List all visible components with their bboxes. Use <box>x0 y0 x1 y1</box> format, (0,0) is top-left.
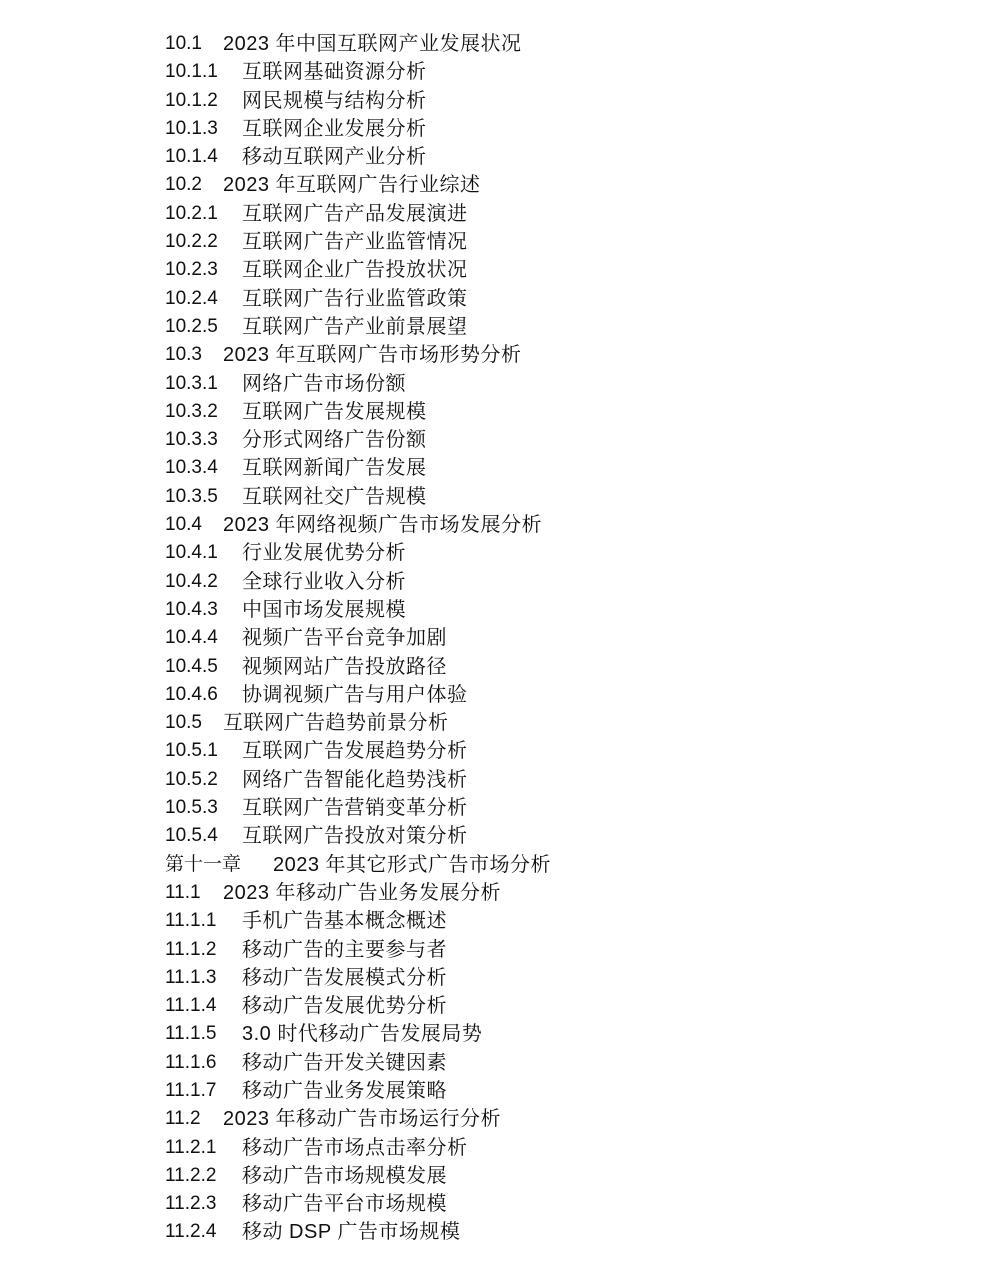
toc-entry-number: 10.5 <box>165 712 202 734</box>
toc-entry-number: 11.1.6 <box>165 1051 217 1073</box>
toc-entry-subsection <box>165 285 965 313</box>
toc-entry-section <box>165 709 965 737</box>
toc-entry-subsection <box>165 1077 965 1105</box>
toc-entry-subsection <box>165 58 965 86</box>
toc-entry-number: 10.3 <box>165 344 202 366</box>
toc-entry-subsection <box>165 822 965 850</box>
toc-entry-subsection <box>165 964 965 992</box>
toc-entry-title: 网络广告智能化趋势浅析 <box>242 768 468 791</box>
toc-entry-title: 互联网新闻广告发展 <box>242 457 427 480</box>
toc-entry-subsection <box>165 1190 965 1218</box>
toc-entry-subsection <box>165 143 965 171</box>
toc-entry-subsection <box>165 794 965 822</box>
toc-entry-subsection <box>165 1049 965 1077</box>
toc-entry-title: 移动广告市场点击率分析 <box>242 1136 468 1159</box>
toc-entry-subsection <box>165 766 965 794</box>
toc-entry-number: 11.1.2 <box>165 938 217 960</box>
toc-entry-title: 互联网广告投放对策分析 <box>242 825 468 848</box>
toc-entry-chapter <box>165 851 965 879</box>
toc-entry-subsection <box>165 596 965 624</box>
toc-entry-title: 移动广告发展优势分析 <box>242 995 447 1018</box>
toc-entry-number: 11.1.7 <box>165 1079 217 1101</box>
toc-entry-title: 互联网广告发展趋势分析 <box>242 740 468 763</box>
toc-entry-title: 2023 年其它形式广告市场分析 <box>273 853 552 876</box>
toc-entry-subsection <box>165 681 965 709</box>
toc-entry-title: 3.0 时代移动广告发展局势 <box>242 1023 483 1046</box>
toc-entry-number: 10.4.6 <box>165 683 218 705</box>
toc-entry-subsection <box>165 737 965 765</box>
toc-entry-subsection <box>165 907 965 935</box>
toc-entry-section <box>165 30 965 58</box>
toc-entry-title: 全球行业收入分析 <box>242 570 406 593</box>
toc-entry-section <box>165 879 965 907</box>
toc-entry-title: 互联网基础资源分析 <box>242 61 427 84</box>
toc-entry-title: 移动互联网产业分析 <box>242 146 427 169</box>
toc-entry-subsection <box>165 228 965 256</box>
toc-entry-number: 11.1 <box>165 881 201 903</box>
toc-entry-title: 互联网广告产业前景展望 <box>242 315 468 338</box>
toc-entry-title: 移动广告发展模式分析 <box>242 966 447 989</box>
toc-entry-number: 第十一章 <box>165 853 242 875</box>
toc-entry-number: 11.2 <box>165 1108 201 1130</box>
toc-entry-number: 10.5.3 <box>165 797 218 819</box>
toc-entry-title: 行业发展优势分析 <box>242 542 406 565</box>
toc-entry-title: 分形式网络广告份额 <box>242 429 427 452</box>
toc-entry-title: 移动广告的主要参与者 <box>242 938 447 961</box>
toc-entry-number: 10.4.4 <box>165 627 218 649</box>
toc-entry-title: 网络广告市场份额 <box>242 372 406 395</box>
toc-entry-number: 10.4.1 <box>165 542 218 564</box>
toc-entry-subsection <box>165 936 965 964</box>
toc-entry-subsection <box>165 1162 965 1190</box>
toc-entry-title: 互联网广告行业监管政策 <box>242 287 468 310</box>
toc-entry-number: 10.3.2 <box>165 400 218 422</box>
toc-entry-section <box>165 511 965 539</box>
toc-entry-number: 11.2.3 <box>165 1193 217 1215</box>
toc-entry-title: 2023 年互联网广告市场形势分析 <box>223 344 522 367</box>
toc-entry-number: 11.1.1 <box>165 910 217 932</box>
toc-entry-title: 2023 年移动广告业务发展分析 <box>223 881 502 904</box>
toc-entry-subsection <box>165 568 965 596</box>
toc-entry-number: 10.1.2 <box>165 89 218 111</box>
toc-entry-number: 11.1.3 <box>165 966 217 988</box>
toc-entry-subsection <box>165 653 965 681</box>
toc-entry-number: 10.4.5 <box>165 655 218 677</box>
toc-entry-subsection <box>165 1218 965 1246</box>
table-of-contents <box>165 30 965 1247</box>
toc-entry-subsection <box>165 624 965 652</box>
toc-entry-number: 11.1.5 <box>165 1023 217 1045</box>
toc-entry-number: 10.5.1 <box>165 740 218 762</box>
toc-entry-subsection <box>165 115 965 143</box>
toc-entry-number: 11.2.1 <box>165 1136 217 1158</box>
toc-entry-subsection <box>165 256 965 284</box>
toc-entry-title: 视频广告平台竞争加剧 <box>242 627 447 650</box>
toc-entry-subsection <box>165 992 965 1020</box>
toc-entry-number: 10.4 <box>165 514 202 536</box>
toc-entry-number: 10.2.2 <box>165 231 218 253</box>
toc-entry-subsection <box>165 483 965 511</box>
toc-entry-title: 互联网广告产业监管情况 <box>242 231 468 254</box>
toc-entry-title: 中国市场发展规模 <box>242 598 406 621</box>
toc-entry-subsection <box>165 398 965 426</box>
toc-entry-number: 10.1.3 <box>165 117 218 139</box>
toc-entry-title: 互联网社交广告规模 <box>242 485 427 508</box>
toc-entry-title: 2023 年中国互联网产业发展状况 <box>223 33 522 55</box>
toc-entry-title: 视频网站广告投放路径 <box>242 655 447 678</box>
toc-entry-title: 移动广告业务发展策略 <box>242 1079 447 1102</box>
toc-entry-title: 互联网广告营销变革分析 <box>242 797 468 820</box>
toc-entry-title: 互联网企业发展分析 <box>242 117 427 140</box>
toc-entry-title: 协调视频广告与用户体验 <box>242 683 468 706</box>
toc-entry-number: 10.2.4 <box>165 287 218 309</box>
toc-entry-title: 2023 年网络视频广告市场发展分析 <box>223 514 543 537</box>
toc-entry-number: 11.2.4 <box>165 1221 217 1243</box>
toc-entry-number: 10.1 <box>165 33 202 54</box>
toc-entry-title: 手机广告基本概念概述 <box>242 910 447 933</box>
toc-entry-number: 11.1.4 <box>165 995 217 1017</box>
toc-entry-number: 10.3.5 <box>165 485 218 507</box>
toc-entry-number: 10.5.2 <box>165 768 218 790</box>
toc-entry-subsection <box>165 200 965 228</box>
toc-entry-subsection <box>165 313 965 341</box>
toc-entry-number: 10.3.1 <box>165 372 218 394</box>
toc-entry-number: 10.1.4 <box>165 146 218 168</box>
toc-entry-number: 10.3.3 <box>165 429 218 451</box>
toc-entry-subsection <box>165 87 965 115</box>
toc-entry-title: 互联网广告发展规模 <box>242 400 427 423</box>
toc-entry-number: 10.2.3 <box>165 259 218 281</box>
toc-entry-subsection <box>165 1134 965 1162</box>
toc-entry-section <box>165 341 965 369</box>
toc-entry-subsection <box>165 370 965 398</box>
toc-entry-section <box>165 1105 965 1133</box>
toc-entry-number: 10.4.2 <box>165 570 218 592</box>
toc-entry-number: 11.2.2 <box>165 1164 217 1186</box>
toc-entry-number: 10.2 <box>165 174 202 196</box>
toc-entry-title: 网民规模与结构分析 <box>242 89 427 112</box>
toc-entry-subsection <box>165 539 965 567</box>
toc-entry-title: 互联网广告产品发展演进 <box>242 202 468 225</box>
toc-entry-title: 2023 年互联网广告行业综述 <box>223 174 481 197</box>
toc-entry-number: 10.2.1 <box>165 202 218 224</box>
toc-entry-number: 10.5.4 <box>165 825 218 847</box>
toc-entry-title: 移动广告市场规模发展 <box>242 1164 447 1187</box>
toc-entry-title: 2023 年移动广告市场运行分析 <box>223 1108 502 1131</box>
toc-entry-number: 10.2.5 <box>165 315 218 337</box>
toc-entry-number: 10.4.3 <box>165 598 218 620</box>
toc-entry-title: 互联网广告趋势前景分析 <box>223 712 449 735</box>
toc-entry-title: 移动 DSP 广告市场规模 <box>242 1221 461 1244</box>
toc-entry-subsection <box>165 1020 965 1048</box>
toc-entry-number: 10.1.1 <box>165 61 218 83</box>
toc-entry-title: 互联网企业广告投放状况 <box>242 259 468 282</box>
toc-entry-subsection <box>165 426 965 454</box>
toc-entry-title: 移动广告平台市场规模 <box>242 1193 447 1216</box>
toc-entry-number: 10.3.4 <box>165 457 218 479</box>
toc-entry-title: 移动广告开发关键因素 <box>242 1051 447 1074</box>
toc-entry-subsection <box>165 454 965 482</box>
toc-entry-section <box>165 171 965 199</box>
